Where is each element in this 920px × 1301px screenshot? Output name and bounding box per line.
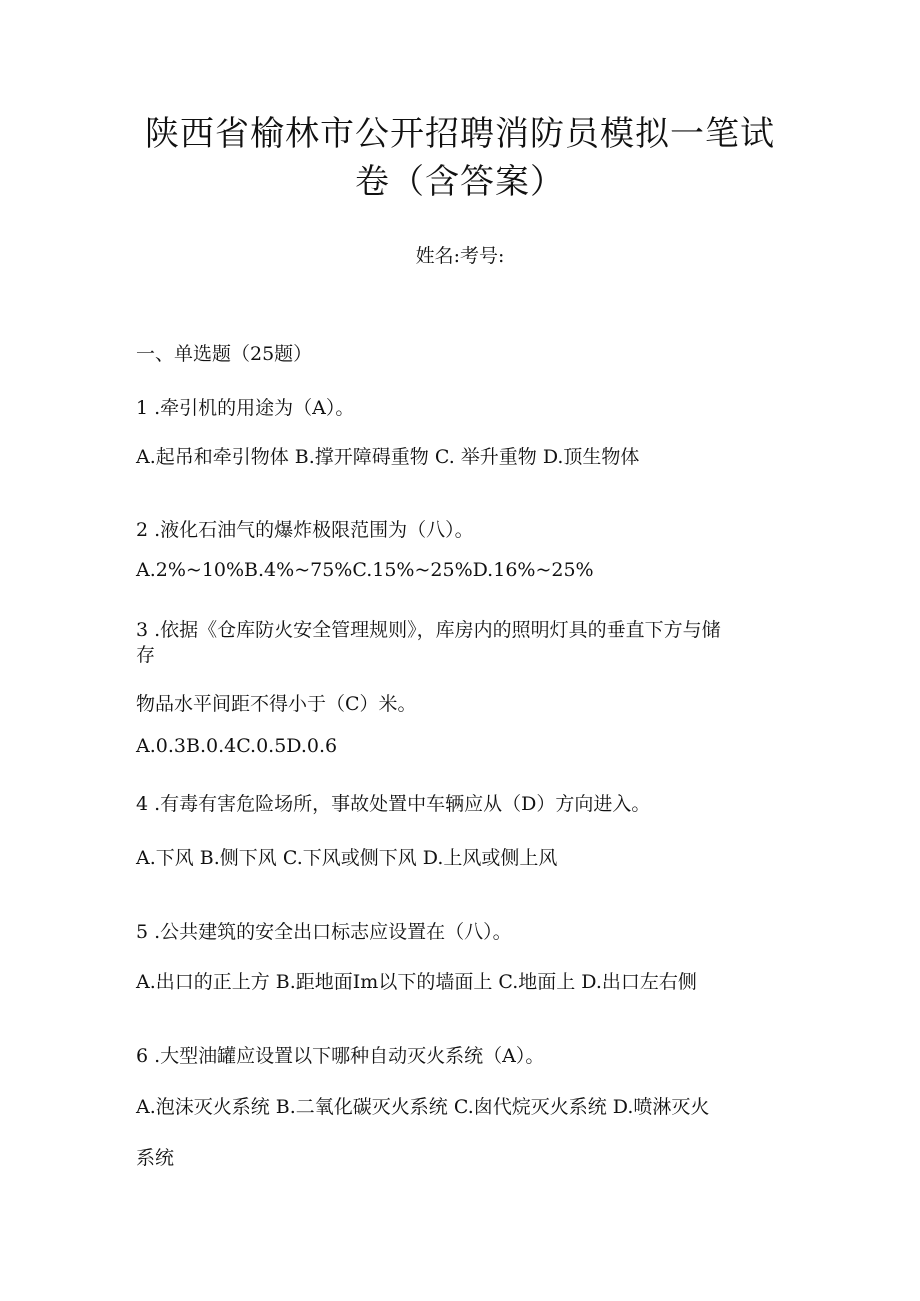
question-stem: 6 .大型油罐应设置以下哪种自动灭火系统（A）。 (136, 1045, 545, 1067)
question-stem-line-3: 物品水平间距不得小于（C）米。 (136, 693, 417, 715)
question-stem: 2 .液化石油气的爆炸极限范围为（八）。 (136, 519, 474, 541)
section-heading: 一、单选题（25题） (136, 343, 313, 365)
question-options-line-1: A.泡沫灭火系统 B.二氧化碳灭火系统 C.囱代烷灭火系统 D.喷淋灭火 (136, 1096, 710, 1118)
page-title-line-2: 卷（含答案） (355, 162, 565, 202)
question-options: A.出口的正上方 B.距地面Im以下的墙面上 C.地面上 D.出口左右侧 (136, 971, 697, 993)
question-options-line-2: 系统 (136, 1147, 175, 1169)
question-options: A.0.3B.0.4C.0.5D.0.6 (136, 735, 338, 757)
question-options: A.下风 B.侧下风 C.下风或侧下风 D.上风或侧上风 (136, 847, 558, 869)
question-options: A.2%~10%B.4%~75%C.15%~25%D.16%~25% (136, 559, 594, 581)
question-stem-line-1: 3 .依据《仓库防火安全管理规则》，库房内的照明灯具的垂直下方与储 (136, 619, 721, 641)
question-stem: 4 .有毒有害危险场所，事故处置中车辆应从（D）方向进入。 (136, 793, 651, 815)
page-title-line-1: 陕西省榆林市公开招聘消防员模拟一笔试 (145, 114, 775, 154)
question-stem: 1 .牵引机的用途为（A）。 (136, 397, 355, 419)
question-stem: 5 .公共建筑的安全出口标志应设置在（八）。 (136, 921, 512, 943)
name-exam-number-line: 姓名:考号: (415, 245, 505, 267)
question-stem-line-2: 存 (136, 644, 156, 666)
question-options: A.起吊和牵引物体 B.撑开障碍重物 C. 举升重物 D.顶生物体 (136, 446, 640, 468)
